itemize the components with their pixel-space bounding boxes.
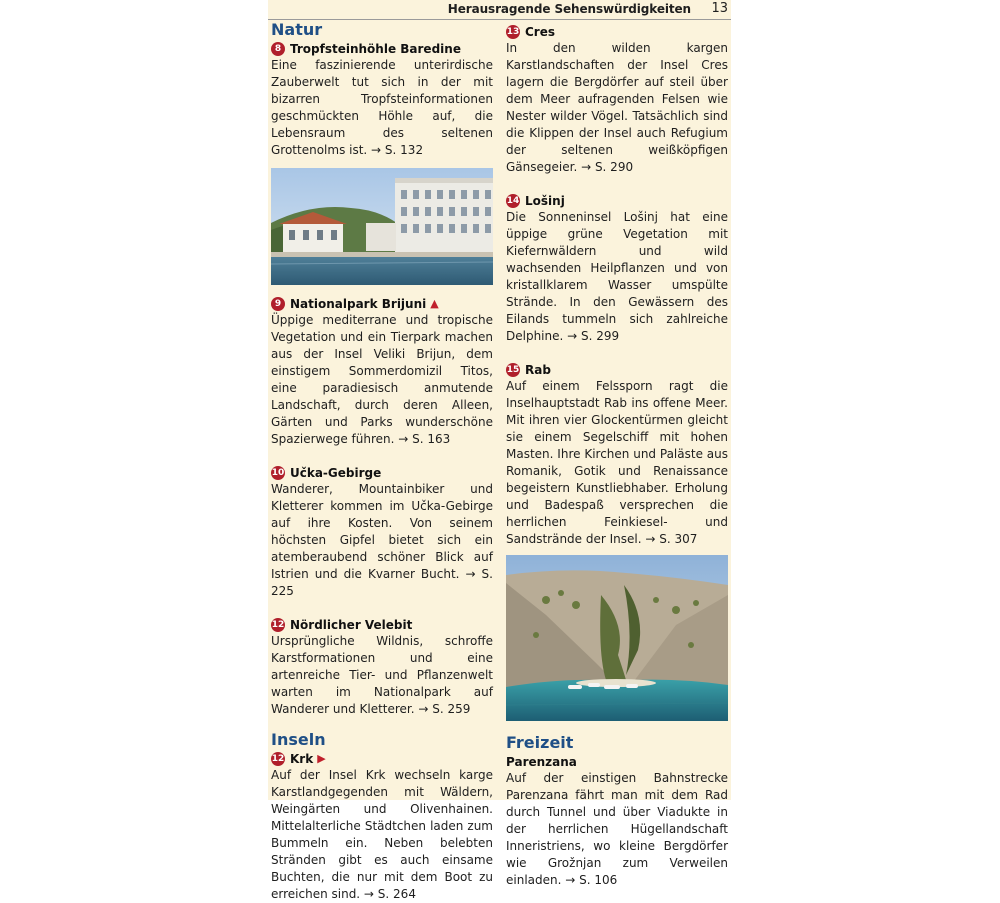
entry-krk [271,750,493,903]
triangle-marker-icon: ▲ [430,297,439,310]
entry-title: Nördlicher Velebit [290,617,413,632]
entry-baredine [271,40,493,159]
entry-rab [506,361,728,548]
entry-text: Die Sonneninsel Lošinj hat eine üppige grüne Vegetation mit Kiefernwäldern und wild wachsenden Heilpflanzen und von kristallklarem Wasser umspülte Strände. In den Gewässern des Eilands tummeln sich zahlreiche Delphine. → S. 299 [506,210,728,343]
left-column [271,20,493,903]
entry-title: Krk [290,751,314,766]
entry-cres [506,23,728,176]
entry-title: Rab [525,362,551,377]
entry-title: Učka-Gebirge [290,465,382,480]
entry-text: Wanderer, Mountainbiker und Kletterer kommen im Učka-Gebirge auf ihre Kosten. Von seinem höchsten Gipfel bietet sich ein atemberaubend schöner Blick auf Istrien und die Kvarner Bucht. → S. 225 [271,482,493,598]
entry-velebit [271,616,493,718]
section-title-natur: Natur [271,20,323,39]
number-badge: 8 [271,42,285,56]
entry-parenzana [506,753,728,889]
entry-title: Tropfsteinhöhle Baredine [290,41,461,56]
number-badge: 13 [506,26,520,37]
entry-text: Eine faszinierende unterirdische Zauberwelt tut sich in der mit bizarren Tropfsteinformationen geschmückten Höhle auf, die Lebensraum des seltenen Grottenolms ist. → S. 132 [271,58,493,157]
section-title-freizeit: Freizeit [506,733,574,752]
number-badge: 10 [271,467,285,478]
number-badge: 12 [271,619,285,630]
entry-text: Auf der einstigen Bahnstrecke Parenzana fährt man mit dem Rad durch Tunnel und über Viadukte in der herrlichen Hügellandschaft Inneristriens, wo kleine Bergdörfer wie Grožnjan zum Verweilen einladen. → S. 106 [506,771,728,887]
entry-losinj [506,192,728,345]
entry-text: Ursprüngliche Wildnis, schroffe Karstformationen und eine artenreiche Tier- und Pflanzenwelt warten im Nationalpark auf Wanderer und Kletterer. → S. 259 [271,634,493,716]
number-badge: 14 [506,195,520,206]
entry-text: Auf einem Felssporn ragt die Inselhauptstadt Rab ins offene Meer. Mit ihren vier Glockentürmen gleicht sie einem Segelschiff mit hohen Masten. Ihre Kirchen und Paläste aus Romanik, Gotik und Renaissance begeistern Kunstliebhaber. Erholung und Badespaß versprechen die herrlichen Feinkiesel- und Sandstrände der Insel. → S. 307 [506,379,728,546]
book-page [268,0,731,901]
photo-bay-boats [506,555,728,721]
entry-brijuni [271,295,493,448]
number-badge: 15 [506,364,520,375]
number-badge: 9 [271,297,285,311]
entry-text: Üppige mediterrane und tropische Vegetation und ein Tierpark machen aus der Insel Veliki Brijun, dem einstigem Sommerdomizil Titos, eine paradiesisch anmutende Landschaft, durch deren Alleen, Gärten und Parks wunderschöne Spazierwege führen. → S. 163 [271,313,493,446]
right-column [506,20,728,889]
section-title-inseln: Inseln [271,730,326,749]
running-header [268,0,731,20]
entry-title: Parenzana [506,754,577,769]
entry-ucka [271,464,493,600]
page-number: 13 [711,1,728,16]
entry-text: In den wilden kargen Karstlandschaften der Insel Cres lagern die Bergdörfer auf steil über dem Meer aufragenden Felsen wie Nester wilder Vögel. Tatsächlich sind die Klippen der Insel auch Refugium der seltenen weißköpfigen Gänsegeier. → S. 290 [506,41,728,174]
arrow-marker-icon: ▶ [317,752,326,765]
entry-title: Nationalpark Brijuni [290,296,427,311]
entry-text: Auf der Insel Krk wechseln karge Karstlandgegenden mit Wäldern, Weingärten und Olivenhainen. Mittelalterliche Städtchen laden zum Bummeln ein. Neben belebten Stränden gibt es auch einsame Buchten, die nur mit dem Boot zu erreichen sind. → S. 264 [271,768,493,901]
entry-title: Cres [525,24,556,39]
number-badge: 12 [271,753,285,764]
header-title: Herausragende Sehenswürdigkeiten [447,2,691,16]
entry-title: Lošinj [525,193,565,208]
photo-brijuni-harbor [271,168,493,285]
